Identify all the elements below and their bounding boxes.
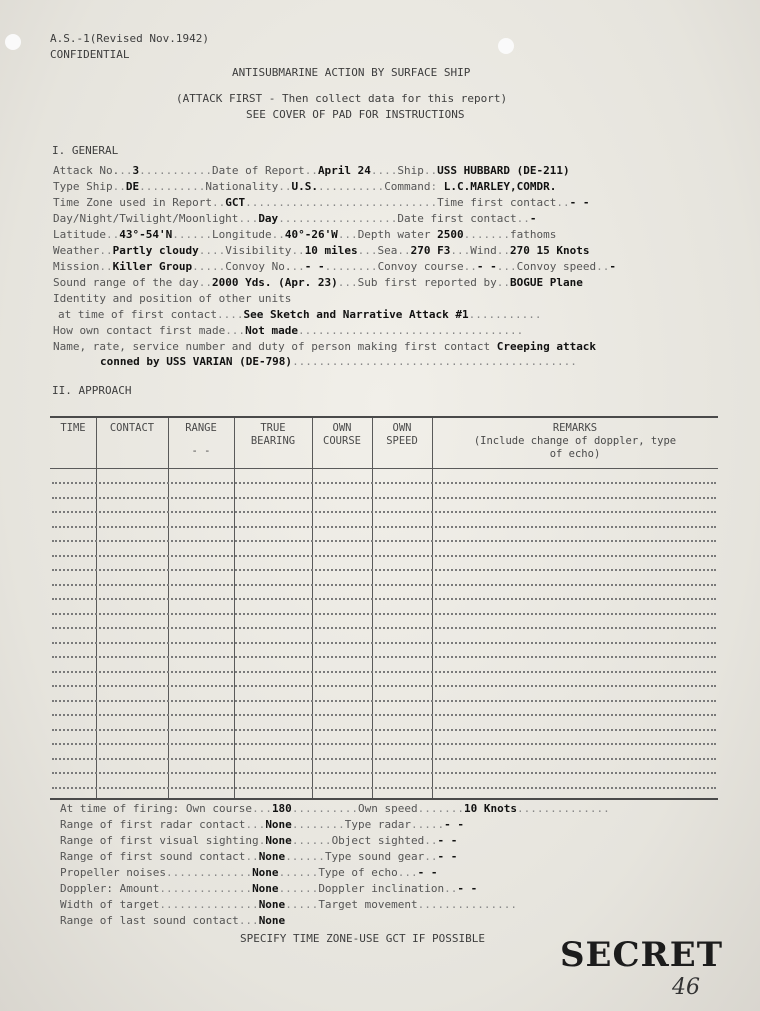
table-row	[52, 685, 716, 687]
date-value: April 24	[317, 164, 371, 177]
general-row-9: Identity and position of other units	[53, 292, 292, 305]
name-rate-continuation: conned by USS VARIAN (DE-798)	[100, 355, 293, 368]
form-instructions: SEE COVER OF PAD FOR INSTRUCTIONS	[246, 108, 465, 121]
classification-label: CONFIDENTIAL	[50, 48, 130, 61]
col-divider	[168, 418, 169, 798]
firing-row-1: At time of firing: Own course...180..........Own speed.......10 Knots..............	[60, 802, 610, 815]
sound-range-value: None	[258, 850, 286, 863]
depth-value: 2500	[437, 228, 464, 241]
longitude-value: 40°-26'W	[284, 228, 338, 241]
general-row-6: Weather..Partly cloudy....Visibility..10 miles...Sea..270 F3...Wind..270 15 Knots	[53, 244, 590, 257]
section-approach-title: II. APPROACH	[52, 384, 132, 397]
table-row	[52, 743, 716, 745]
table-row	[52, 671, 716, 673]
time-zone-value: GCT	[225, 196, 246, 209]
last-sound-value: None	[258, 914, 286, 927]
col-divider	[372, 418, 373, 798]
type-radar-value: - -	[444, 818, 465, 831]
sound-range-day-value: 2000 Yds. (Apr. 23)	[211, 276, 338, 289]
form-id: A.S.-1(Revised Nov.1942)	[50, 32, 209, 45]
table-row	[52, 598, 716, 600]
general-row-11: How own contact first made...Not made..................................	[53, 324, 524, 337]
table-row	[52, 555, 716, 557]
table-row	[52, 758, 716, 760]
page-number: 46	[672, 975, 700, 1000]
general-row-8: Sound range of the day..2000 Yds. (Apr. 23)...Sub first reported by..BOGUE Plane	[53, 276, 583, 289]
date-first-contact-value: -	[529, 212, 537, 225]
table-row	[52, 700, 716, 702]
col-header-range: RANGE - -	[185, 422, 217, 457]
table-row	[52, 526, 716, 528]
general-row-7: Mission..Killer Group.....Convoy No...- -........Convoy course..- -...Convoy speed..-	[53, 260, 617, 273]
mission-value: Killer Group	[112, 260, 193, 273]
col-header-true-bearing: TRUE BEARING	[250, 422, 296, 447]
echo-type-value: - -	[417, 866, 438, 879]
identity-value: See Sketch and Narrative Attack #1	[243, 308, 469, 321]
punch-hole-left	[5, 34, 21, 50]
table-row	[52, 656, 716, 658]
firing-row-4: Range of first sound contact..None......Type sound gear..- -	[60, 850, 458, 863]
general-row-1: Attack No...3...........Date of Report..April 24....Ship..USS HUBBARD (DE-211)	[53, 164, 570, 177]
weather-value: Partly cloudy	[112, 244, 199, 257]
col-divider	[432, 418, 433, 798]
general-row-12: Name, rate, service number and duty of person making first contact Creeping attack	[53, 340, 597, 353]
how-contact-value: Not made	[245, 324, 299, 337]
table-row	[52, 584, 716, 586]
table-row	[52, 787, 716, 789]
form-subtitle: (ATTACK FIRST - Then collect data for this report)	[176, 92, 508, 105]
convoy-course-value: - -	[476, 260, 497, 273]
sea-value: 270 F3	[410, 244, 451, 257]
doppler-incl-value: - -	[457, 882, 478, 895]
convoy-speed-value: -	[609, 260, 617, 273]
general-row-5: Latitude..43°-54'N......Longitude..40°-26'W...Depth water 2500.......fathoms	[53, 228, 557, 241]
own-speed-value: 10 Knots	[464, 802, 517, 815]
table-row	[52, 772, 716, 774]
secret-stamp: SECRET	[560, 935, 724, 975]
own-course-value: 180	[271, 802, 292, 815]
time-zone-note: SPECIFY TIME ZONE-USE GCT IF POSSIBLE	[240, 932, 486, 945]
name-rate-value: Creeping attack	[496, 340, 597, 353]
nationality-value: U.S.	[291, 180, 318, 193]
col-divider	[234, 418, 235, 798]
punch-hole-top	[498, 38, 514, 54]
table-row	[52, 497, 716, 499]
sub-first-reported-value: BOGUE Plane	[510, 276, 583, 289]
width-value: None	[258, 898, 286, 911]
approach-table	[50, 416, 718, 800]
general-row-2: Type Ship..DE..........Nationality..U.S...........Command: L.C.MARLEY,COMDR.	[53, 180, 557, 193]
firing-row-3: Range of first visual sighting.None......Object sighted..- -	[60, 834, 458, 847]
col-divider	[312, 418, 313, 798]
object-sighted-value: - -	[437, 834, 458, 847]
day-night-value: Day	[258, 212, 279, 225]
header-rule	[50, 468, 718, 469]
depth-unit: fathoms	[510, 228, 557, 241]
firing-row-7: Width of target...............None.....Target movement...............	[60, 898, 517, 911]
table-row	[52, 729, 716, 731]
firing-row-2: Range of first radar contact...None........Type radar.....- -	[60, 818, 465, 831]
col-header-time: TIME	[60, 422, 86, 434]
firing-row-5: Propeller noises.............None......Type of echo...- -	[60, 866, 438, 879]
type-ship-value: DE	[125, 180, 140, 193]
general-row-13: conned by USS VARIAN (DE-798)...........................................	[100, 355, 577, 368]
propeller-value: None	[252, 866, 279, 879]
ship-value: USS HUBBARD (DE-211)	[437, 164, 570, 177]
doppler-value: None	[252, 882, 279, 895]
visibility-value: 10 miles	[304, 244, 358, 257]
convoy-no-value: - -	[304, 260, 325, 273]
attack-no-value: 3	[132, 164, 140, 177]
firing-row-6: Doppler: Amount..............None......Doppler inclination..- -	[60, 882, 478, 895]
form-title: ANTISUBMARINE ACTION BY SURFACE SHIP	[232, 66, 471, 79]
table-row	[52, 627, 716, 629]
sound-gear-value: - -	[437, 850, 458, 863]
firing-row-8: Range of last sound contact...None	[60, 914, 286, 927]
table-row	[52, 511, 716, 513]
time-first-contact-value: - -	[569, 196, 590, 209]
table-row	[52, 613, 716, 615]
table-row	[52, 482, 716, 484]
wind-value: 270 15 Knots	[510, 244, 590, 257]
col-header-remarks: REMARKS (Include change of doppler, type of echo)	[473, 422, 677, 460]
latitude-value: 43°-54'N	[119, 228, 173, 241]
section-general-title: I. GENERAL	[52, 144, 119, 157]
radar-range-value: None	[265, 818, 292, 831]
general-row-4: Day/Night/Twilight/Moonlight...Day..................Date first contact..-	[53, 212, 537, 225]
visual-range-value: None	[265, 834, 292, 847]
table-row	[52, 642, 716, 644]
col-header-contact: CONTACT	[109, 422, 155, 434]
command-value: L.C.MARLEY,COMDR.	[443, 180, 557, 193]
col-header-own-speed: OWN SPEED	[386, 422, 418, 447]
table-row	[52, 569, 716, 571]
general-row-3: Time Zone used in Report..GCT.............................Time first contact..- -	[53, 196, 590, 209]
col-header-own-course: OWN COURSE	[323, 422, 361, 447]
general-row-10: at time of first contact....See Sketch and Narrative Attack #1...........	[58, 308, 542, 321]
col-divider	[96, 418, 97, 798]
table-row	[52, 714, 716, 716]
table-row	[52, 540, 716, 542]
